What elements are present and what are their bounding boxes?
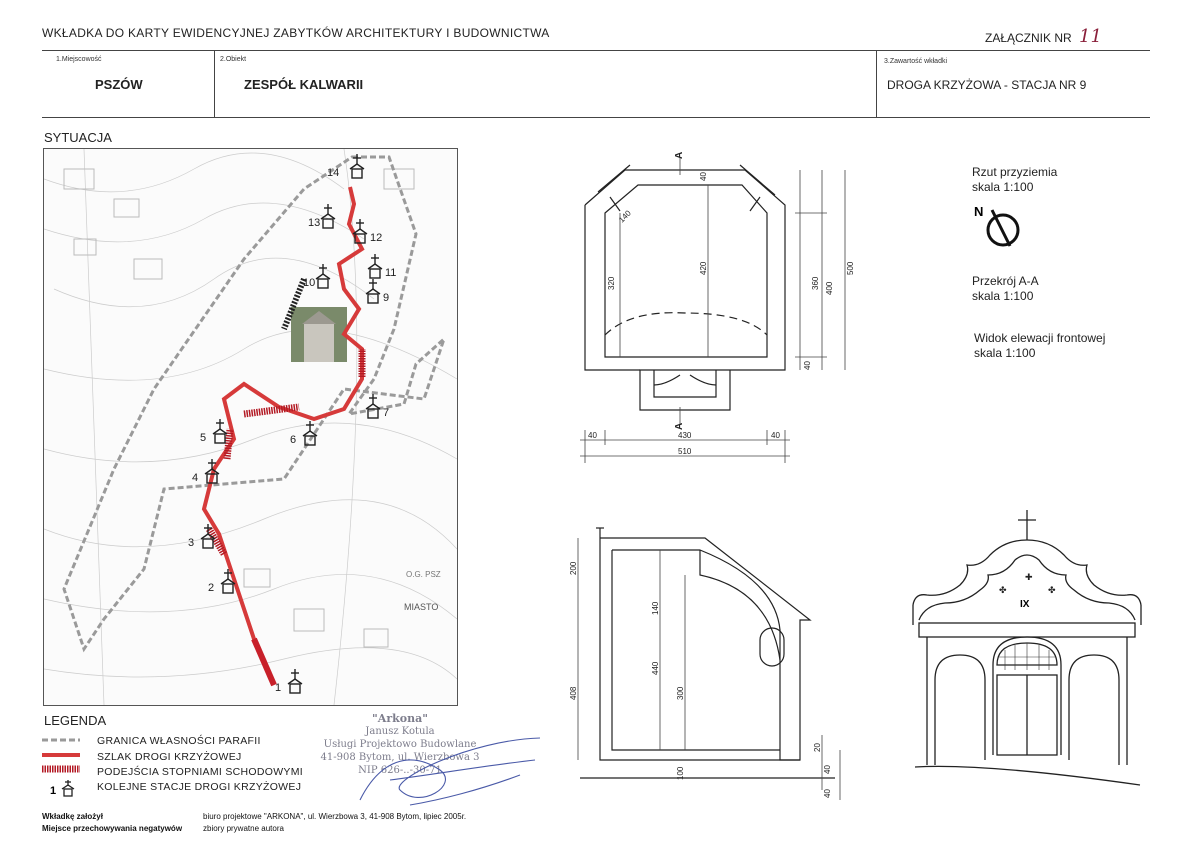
- plan-dim-500: 500: [846, 261, 855, 275]
- stamp-line-1: "Arkona": [372, 712, 428, 725]
- annex-label-text: ZAŁĄCZNIK NR: [985, 31, 1072, 45]
- plan-dim-320: 320: [607, 276, 616, 290]
- content-value: DROGA KRZYŻOWA - STACJA NR 9: [887, 78, 1087, 92]
- storage-label: Miejsce przechowywania negatywów: [42, 824, 183, 833]
- station-marker-7: [366, 394, 380, 418]
- legend-item-boundary: GRANICA WŁASNOŚCI PARAFII: [97, 735, 261, 747]
- station-marker-13: [321, 204, 335, 228]
- header-bottom-rule: [42, 117, 1150, 118]
- section-title: Przekrój A-A: [972, 274, 1039, 288]
- section-dim-40b: 40: [823, 789, 832, 798]
- field-divider-1: [214, 50, 215, 117]
- elevation-scale: skala 1:100: [974, 346, 1036, 360]
- annex-label: [985, 26, 1102, 47]
- north-arrow: [970, 198, 1030, 253]
- legend-symbols: [42, 730, 102, 800]
- svg-text:✚: ✚: [1025, 572, 1033, 582]
- plan-dim-w430: 430: [678, 431, 692, 440]
- signature: [350, 720, 550, 815]
- station-label-7: 7: [383, 407, 390, 419]
- legend-item-route: SZLAK DROGI KRZYŻOWEJ: [97, 751, 242, 763]
- elevation-numeral: IX: [1020, 599, 1030, 610]
- station-label-10: 10: [303, 277, 316, 289]
- section-dim-100: 100: [676, 766, 685, 780]
- station-markers: [188, 154, 396, 694]
- station-label-3: 3: [188, 537, 195, 549]
- section-dim-200: 200: [569, 561, 578, 575]
- section-drawing: [560, 520, 850, 810]
- station-marker-9: [366, 279, 380, 303]
- legend-item-stations: KOLEJNE STACJE DROGI KRZYŻOWEJ: [97, 781, 302, 793]
- locality-value: PSZÓW: [95, 77, 143, 92]
- field-divider-2: [876, 50, 877, 117]
- plan-dim-40b: 40: [803, 361, 812, 370]
- station-marker-5: [213, 419, 227, 443]
- station-label-13: 13: [308, 217, 321, 229]
- parish-boundary: [64, 157, 444, 649]
- storage-value: zbiory prywatne autora: [203, 824, 284, 833]
- station-marker-12: [353, 219, 367, 243]
- station-label-14: 14: [327, 167, 340, 179]
- north-label: N: [974, 204, 984, 219]
- stamp-line-4: 41-908 Bytom, ul. Wierzbowa 3: [320, 752, 480, 763]
- plan-scale: skala 1:100: [972, 180, 1034, 194]
- situation-title: SYTUACJA: [44, 130, 112, 145]
- stamp-line-3: Usługi Projektowo Budowlane: [323, 739, 477, 750]
- object-label: 2.Obiekt: [220, 56, 247, 63]
- station-marker-11: [368, 254, 382, 278]
- station-label-9: 9: [383, 292, 390, 304]
- station-label-5: 5: [200, 432, 207, 444]
- plan-dim-140: 140: [617, 208, 633, 225]
- plan-dim-w510: 510: [678, 447, 692, 456]
- legend-item-stairs: PODEJŚCIA STOPNIAMI SCHODOWYMI: [97, 766, 303, 778]
- legend-station-number: 1: [50, 785, 57, 797]
- plan-dim-w40b: 40: [771, 431, 780, 440]
- plan-section-mark-bottom: A: [674, 422, 685, 430]
- station-label-1: 1: [275, 682, 282, 694]
- plan-section-mark-top: A: [674, 151, 685, 159]
- station-label-11: 11: [385, 267, 397, 279]
- stamp-line-2: Janusz Kotula: [365, 726, 435, 737]
- locality-label: 1.Miejscowość: [56, 56, 102, 63]
- author-label: Wkładkę założył: [42, 812, 103, 821]
- content-label: 3.Zawartość wkładki: [884, 58, 948, 65]
- situation-map-svg: [44, 149, 457, 705]
- section-dim-408: 408: [569, 686, 578, 700]
- header-top-rule: [42, 50, 1150, 51]
- legend-title: LEGENDA: [44, 713, 107, 728]
- station-label-4: 4: [192, 472, 199, 484]
- station-marker-10: [316, 264, 330, 288]
- svg-text:✤: ✤: [1048, 585, 1056, 595]
- section-dim-300: 300: [676, 686, 685, 700]
- legend-station-icon: [62, 780, 74, 796]
- map-label-og: O.G. PSZ: [406, 570, 441, 579]
- svg-text:✤: ✤: [999, 585, 1007, 595]
- section-dim-20: 20: [813, 743, 822, 752]
- plan-dim-420: 420: [699, 261, 708, 275]
- map-label-miasto: MIASTO: [404, 602, 439, 612]
- station-marker-1: [288, 669, 302, 693]
- author-value: biuro projektowe "ARKONA", ul. Wierzbowa 3, 41-908 Bytom, lipiec 2005r.: [203, 812, 467, 821]
- station-label-6: 6: [290, 434, 297, 446]
- front-elevation: [905, 505, 1145, 800]
- object-value: ZESPÓŁ KALWARII: [244, 77, 364, 92]
- plan-dim-400: 400: [825, 281, 834, 295]
- section-dim-40a: 40: [823, 765, 832, 774]
- situation-map: [43, 148, 458, 706]
- stamp-line-5: NIP 626-..-30-71: [358, 765, 442, 776]
- station-label-2: 2: [208, 582, 215, 594]
- plan-title: Rzut przyziemia: [972, 165, 1058, 179]
- section-dim-440: 440: [651, 661, 660, 675]
- section-dim-140: 140: [651, 601, 660, 615]
- plan-dim-40a: 40: [699, 172, 708, 181]
- plan-dim-360: 360: [811, 276, 820, 290]
- elevation-title: Widok elewacji frontowej: [974, 331, 1106, 345]
- plan-dim-w40a: 40: [588, 431, 597, 440]
- page-title: WKŁADKA DO KARTY EWIDENCYJNEJ ZABYTKÓW ARCHITEKTURY I BUDOWNICTWA: [42, 26, 550, 40]
- ground-plan: [570, 145, 860, 465]
- annex-number: 11: [1079, 26, 1102, 47]
- section-scale: skala 1:100: [972, 289, 1034, 303]
- station-label-12: 12: [370, 232, 383, 244]
